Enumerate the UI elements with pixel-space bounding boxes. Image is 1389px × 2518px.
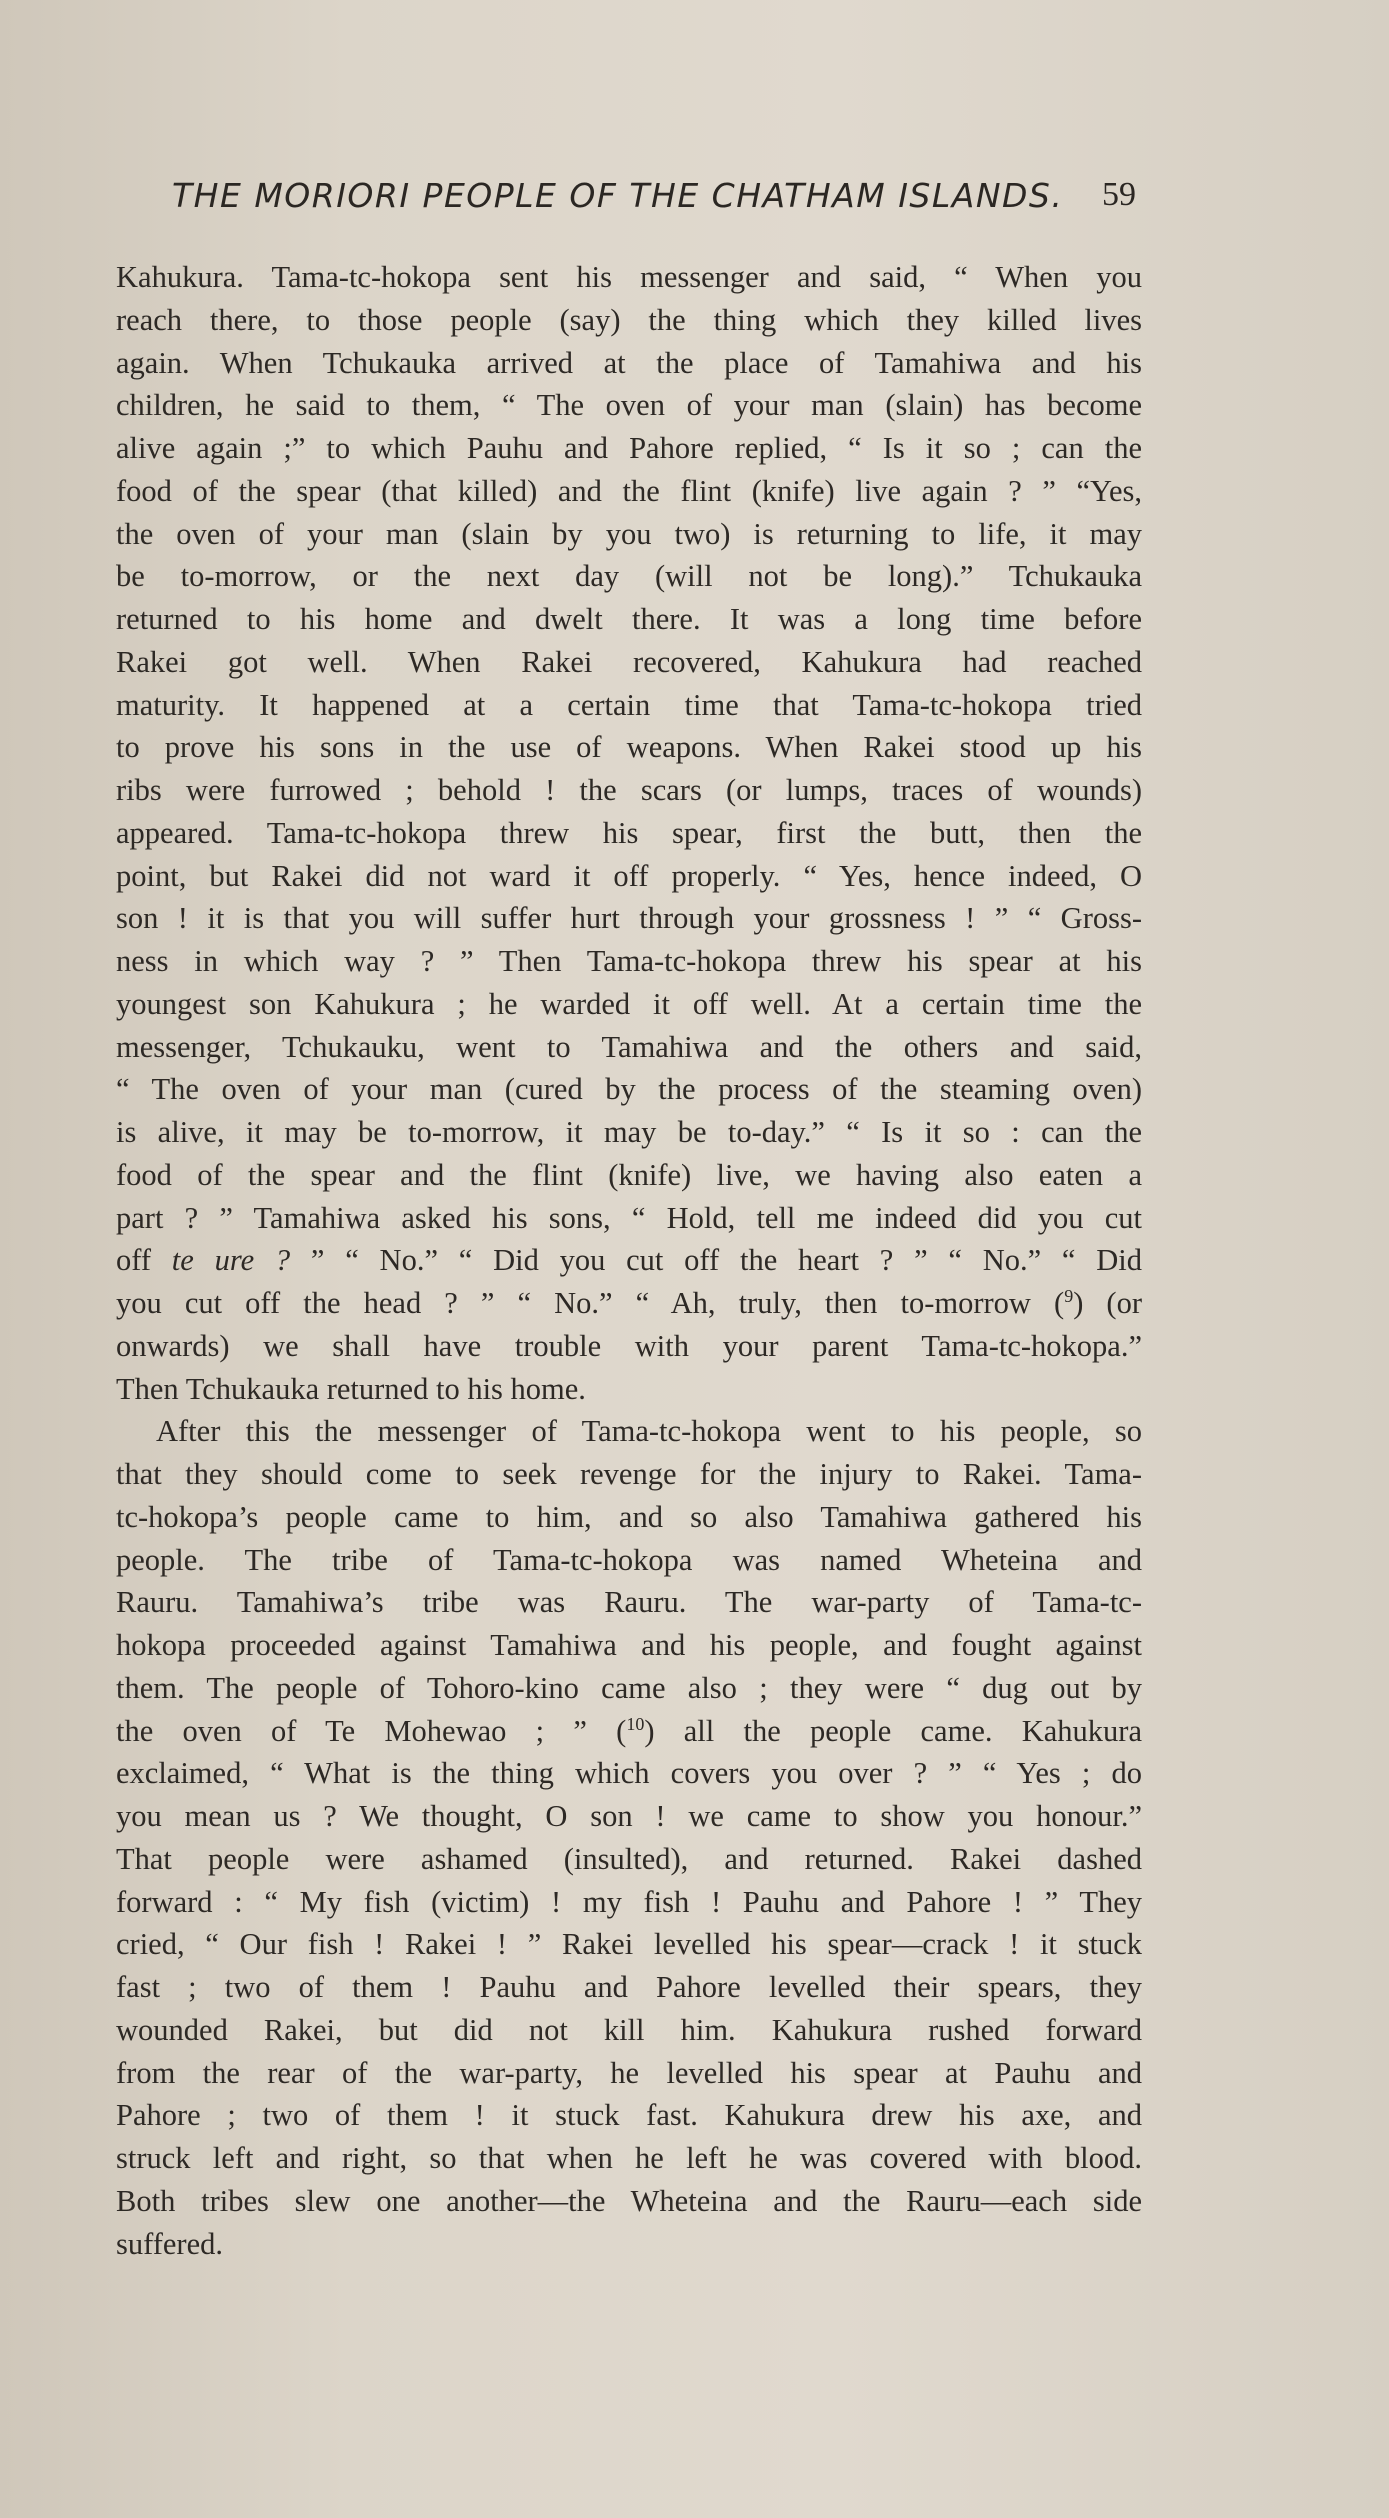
text-line: youngest son Kahukura ; he warded it off well. At a certain time the bbox=[116, 986, 1142, 1021]
text-line: part ? ” Tamahiwa asked his sons, “ Hold, tell me indeed did you cut bbox=[116, 1200, 1142, 1235]
text-line: them. The people of Tohoro-kino came also ; they were “ dug out by bbox=[116, 1670, 1142, 1705]
text-line: onwards) we shall have trouble with your parent Tama-tc-hokopa.” bbox=[116, 1328, 1142, 1363]
running-title: THE MORIORI PEOPLE OF THE CHATHAM ISLANDS. bbox=[172, 176, 1064, 215]
page-number: 59 bbox=[1102, 176, 1136, 213]
text-line: off te ure ? ” “ No.” “ Did you cut off the heart ? ” “ No.” “ Did bbox=[116, 1243, 1142, 1278]
text-line: Kahukura. Tama-tc-hokopa sent his messenger and said, “ When you bbox=[116, 260, 1142, 294]
text-line: that they should come to seek revenge for the injury to Rakei. Tama- bbox=[116, 1457, 1142, 1491]
text-line: That people were ashamed (insulted), and returned. Rakei dashed bbox=[116, 1841, 1142, 1876]
text-line: “ The oven of your man (cured by the process of the steaming oven) bbox=[116, 1072, 1142, 1107]
text-line: wounded Rakei, but did not kill him. Kahukura rushed forward bbox=[116, 2012, 1142, 2047]
text-line: cried, “ Our fish ! Rakei ! ” Rakei levelled his spear—crack ! it stuck bbox=[116, 1927, 1142, 1962]
text-line: the oven of Te Mohewao ; ” ($^{10}$) all the people came. Kahukura bbox=[116, 1713, 1142, 1748]
text-line: be to-morrow, or the next day (will not be long).” Tchukauka bbox=[116, 559, 1142, 594]
text-line: ribs were furrowed ; behold ! the scars (or lumps, traces of wounds) bbox=[116, 773, 1142, 807]
text-line: ness in which way ? ” Then Tama-tc-hokopa threw his spear at his bbox=[116, 944, 1142, 978]
text-line: people. The tribe of Tama-tc-hokopa was named Wheteina and bbox=[116, 1542, 1142, 1577]
text-line: the oven of your man (slain by you two) is returning to life, it may bbox=[116, 516, 1142, 551]
text-line: Rauru. Tamahiwa’s tribe was Rauru. The war-party of Tama-tc- bbox=[116, 1585, 1142, 1620]
text-line: Both tribes slew one another—the Wheteina and the Rauru—each side bbox=[116, 2183, 1142, 2218]
text-line: messenger, Tchukauku, went to Tamahiwa and the others and said, bbox=[116, 1029, 1142, 1064]
text-line: Then Tchukauka returned to his home. bbox=[116, 1371, 586, 1406]
text-line: to prove his sons in the use of weapons. When Rakei stood up his bbox=[116, 730, 1142, 765]
text-line: struck left and right, so that when he left he was covered with blood. bbox=[116, 2141, 1142, 2175]
text-line: from the rear of the war-party, he levelled his spear at Pauhu and bbox=[116, 2055, 1142, 2090]
text-line: son ! it is that you will suffer hurt through your grossness ! ” “ Gross- bbox=[116, 901, 1142, 936]
text-line: you cut off the head ? ” “ No.” “ Ah, truly, then to-morrow ($^9$) (or bbox=[116, 1285, 1142, 1320]
text-line: again. When Tchukauka arrived at the place of Tamahiwa and his bbox=[116, 345, 1142, 380]
text-line: fast ; two of them ! Pauhu and Pahore levelled their spears, they bbox=[116, 1970, 1142, 2004]
text-line: maturity. It happened at a certain time that Tama-tc-hokopa tried bbox=[116, 687, 1142, 722]
text-line: point, but Rakei did not ward it off properly. “ Yes, hence indeed, O bbox=[116, 858, 1142, 893]
text-line: you mean us ? We thought, O son ! we came to show you honour.” bbox=[116, 1799, 1142, 1833]
text-line: Pahore ; two of them ! it stuck fast. Kahukura drew his axe, and bbox=[116, 2098, 1142, 2133]
text-line: After this the messenger of Tama-tc-hokopa went to his people, so bbox=[156, 1414, 1142, 1449]
text-line: food of the spear and the flint (knife) live, we having also eaten a bbox=[116, 1157, 1142, 1192]
page-header bbox=[172, 176, 1136, 220]
text-line: alive again ;” to which Pauhu and Pahore replied, “ Is it so ; can the bbox=[116, 431, 1142, 465]
text-line: exclaimed, “ What is the thing which covers you over ? ” “ Yes ; do bbox=[116, 1756, 1142, 1791]
text-line: Rakei got well. When Rakei recovered, Kahukura had reached bbox=[116, 644, 1142, 679]
text-line: forward : “ My fish (victim) ! my fish ! Pauhu and Pahore ! ” They bbox=[116, 1884, 1142, 1919]
text-line: food of the spear (that killed) and the flint (knife) live again ? ” “Yes, bbox=[116, 473, 1142, 508]
text-line: appeared. Tama-tc-hokopa threw his spear, first the butt, then the bbox=[116, 815, 1142, 850]
text-line: is alive, it may be to-morrow, it may be to-day.” “ Is it so : can the bbox=[116, 1115, 1142, 1149]
text-line: children, he said to them, “ The oven of your man (slain) has become bbox=[116, 388, 1142, 423]
text-line: tc-hokopa’s people came to him, and so also Tamahiwa gathered his bbox=[116, 1499, 1142, 1534]
text-line: returned to his home and dwelt there. It was a long time before bbox=[116, 602, 1142, 636]
text-line: hokopa proceeded against Tamahiwa and his people, and fought against bbox=[116, 1628, 1142, 1662]
text-line: suffered. bbox=[116, 2226, 223, 2261]
text-line: reach there, to those people (say) the thing which they killed lives bbox=[116, 302, 1142, 337]
